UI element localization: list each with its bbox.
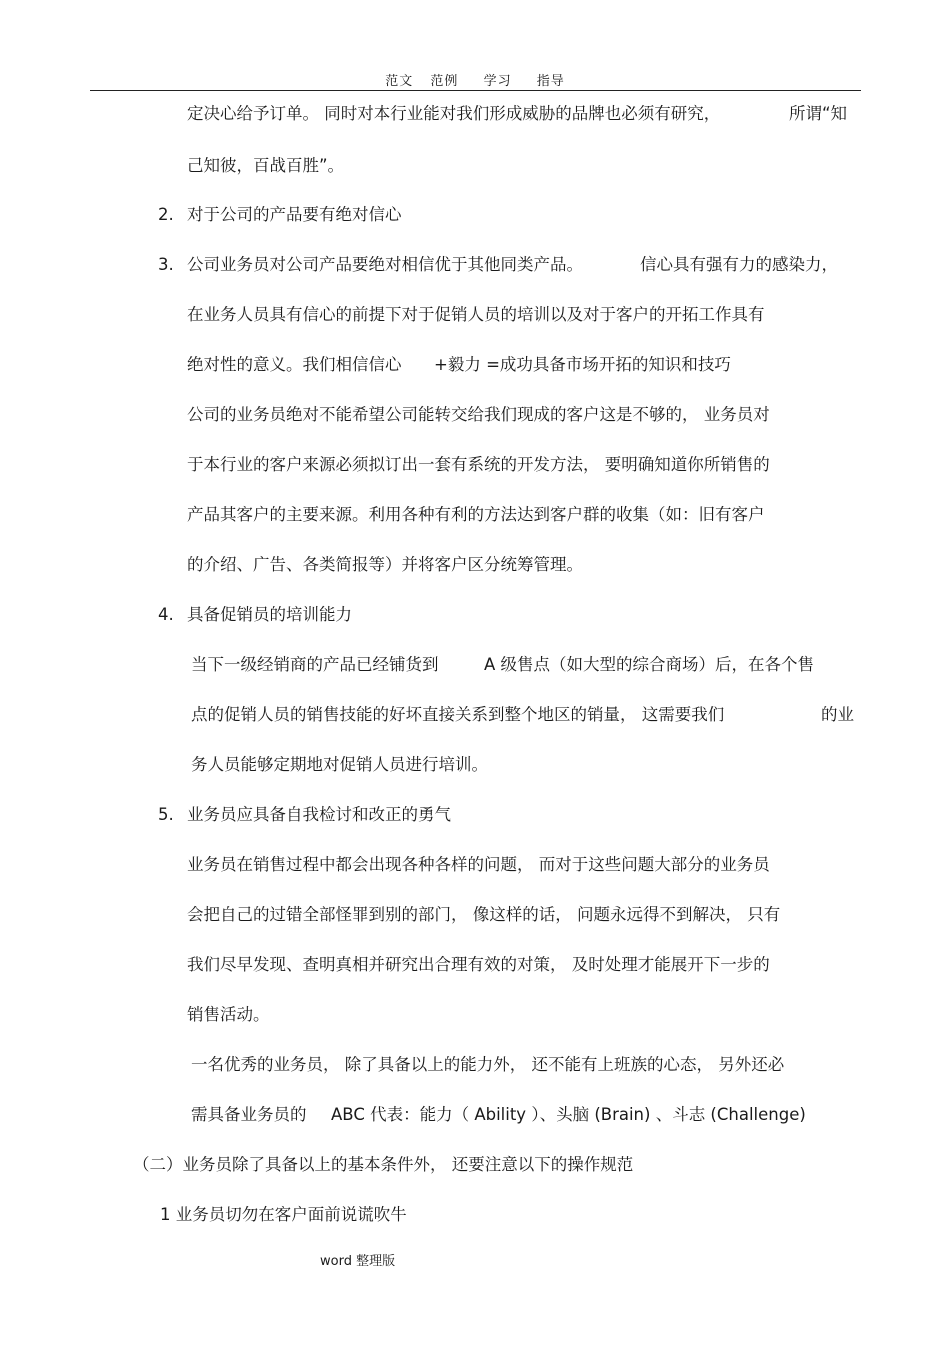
body-line: 绝对性的意义。我们相信信心 xyxy=(187,355,402,374)
list-number: 5. xyxy=(158,805,174,824)
body-line: 务人员能够定期地对促销人员进行培训。 xyxy=(191,755,488,774)
list-number: 4. xyxy=(158,605,174,624)
header-rule xyxy=(90,90,861,91)
body-line: 于本行业的客户来源必须拟订出一套有系统的开发方法， 要明确知道你所销售的 xyxy=(187,455,770,474)
page-header xyxy=(0,70,950,89)
body-line: 己知彼，百战百胜”。 xyxy=(187,156,345,175)
page-footer: word 整理版 xyxy=(320,1254,396,1269)
list-item-heading: 具备促销员的培训能力 xyxy=(187,605,352,624)
section-item: 1 业务员切勿在客户面前说谎吹牛 xyxy=(160,1205,407,1224)
body-line: 一名优秀的业务员， 除了具备以上的能力外， 还不能有上班族的心态， 另外还必 xyxy=(191,1055,785,1074)
header-item: 范文 xyxy=(385,74,414,89)
list-number: 2. xyxy=(158,205,174,224)
list-item-heading: 业务员应具备自我检讨和改正的勇气 xyxy=(187,805,451,824)
section-heading: （二）业务员除了具备以上的基本条件外， 还要注意以下的操作规范 xyxy=(133,1155,634,1174)
body-line: 业务员在销售过程中都会出现各种各样的问题， 而对于这些问题大部分的业务员 xyxy=(187,855,770,874)
body-line: 我们尽早发现、查明真相并研究出合理有效的对策， 及时处理才能展开下一步的 xyxy=(187,955,770,974)
body-line: 公司业务员对公司产品要绝对相信优于其他同类产品。 xyxy=(187,255,583,274)
body-line: A 级售点（如大型的综合商场）后，在各个售 xyxy=(484,655,815,674)
body-line: +毅力 =成功具备市场开拓的知识和技巧 xyxy=(434,355,731,374)
body-line: 在业务人员具有信心的前提下对于促销人员的培训以及对于客户的开拓工作具有 xyxy=(187,305,765,324)
body-line: 当下一级经销商的产品已经铺货到 xyxy=(191,655,439,674)
header-item: 指导 xyxy=(536,74,565,89)
body-line: 的业 xyxy=(821,705,854,724)
body-line: 所谓“知 xyxy=(789,104,848,123)
header-item: 范例 xyxy=(430,74,459,89)
body-line: ABC 代表：能力（ Ability ）、头脑 (Brain) 、斗志 (Challenge) xyxy=(331,1105,806,1124)
body-line: 定决心给予订单。 同时对本行业能对我们形成威胁的品牌也必须有研究， xyxy=(187,104,721,123)
body-line: 需具备业务员的 xyxy=(191,1105,307,1124)
body-line: 的介绍、广告、各类简报等）并将客户区分统筹管理。 xyxy=(187,555,583,574)
body-line: 产品其客户的主要来源。利用各种有利的方法达到客户群的收集（如：旧有客户 xyxy=(187,505,765,524)
body-line: 点的促销人员的销售技能的好坏直接关系到整个地区的销量， 这需要我们 xyxy=(191,705,725,724)
body-line: 会把自己的过错全部怪罪到别的部门， 像这样的话， 问题永远得不到解决， 只有 xyxy=(187,905,781,924)
body-line: 信心具有强有力的感染力， xyxy=(640,255,838,274)
list-item-heading: 对于公司的产品要有绝对信心 xyxy=(187,205,402,224)
body-line: 销售活动。 xyxy=(187,1005,270,1024)
list-number: 3. xyxy=(158,255,174,274)
body-line: 公司的业务员绝对不能希望公司能转交给我们现成的客户这是不够的， 业务员对 xyxy=(187,405,770,424)
header-item: 学习 xyxy=(483,74,512,89)
